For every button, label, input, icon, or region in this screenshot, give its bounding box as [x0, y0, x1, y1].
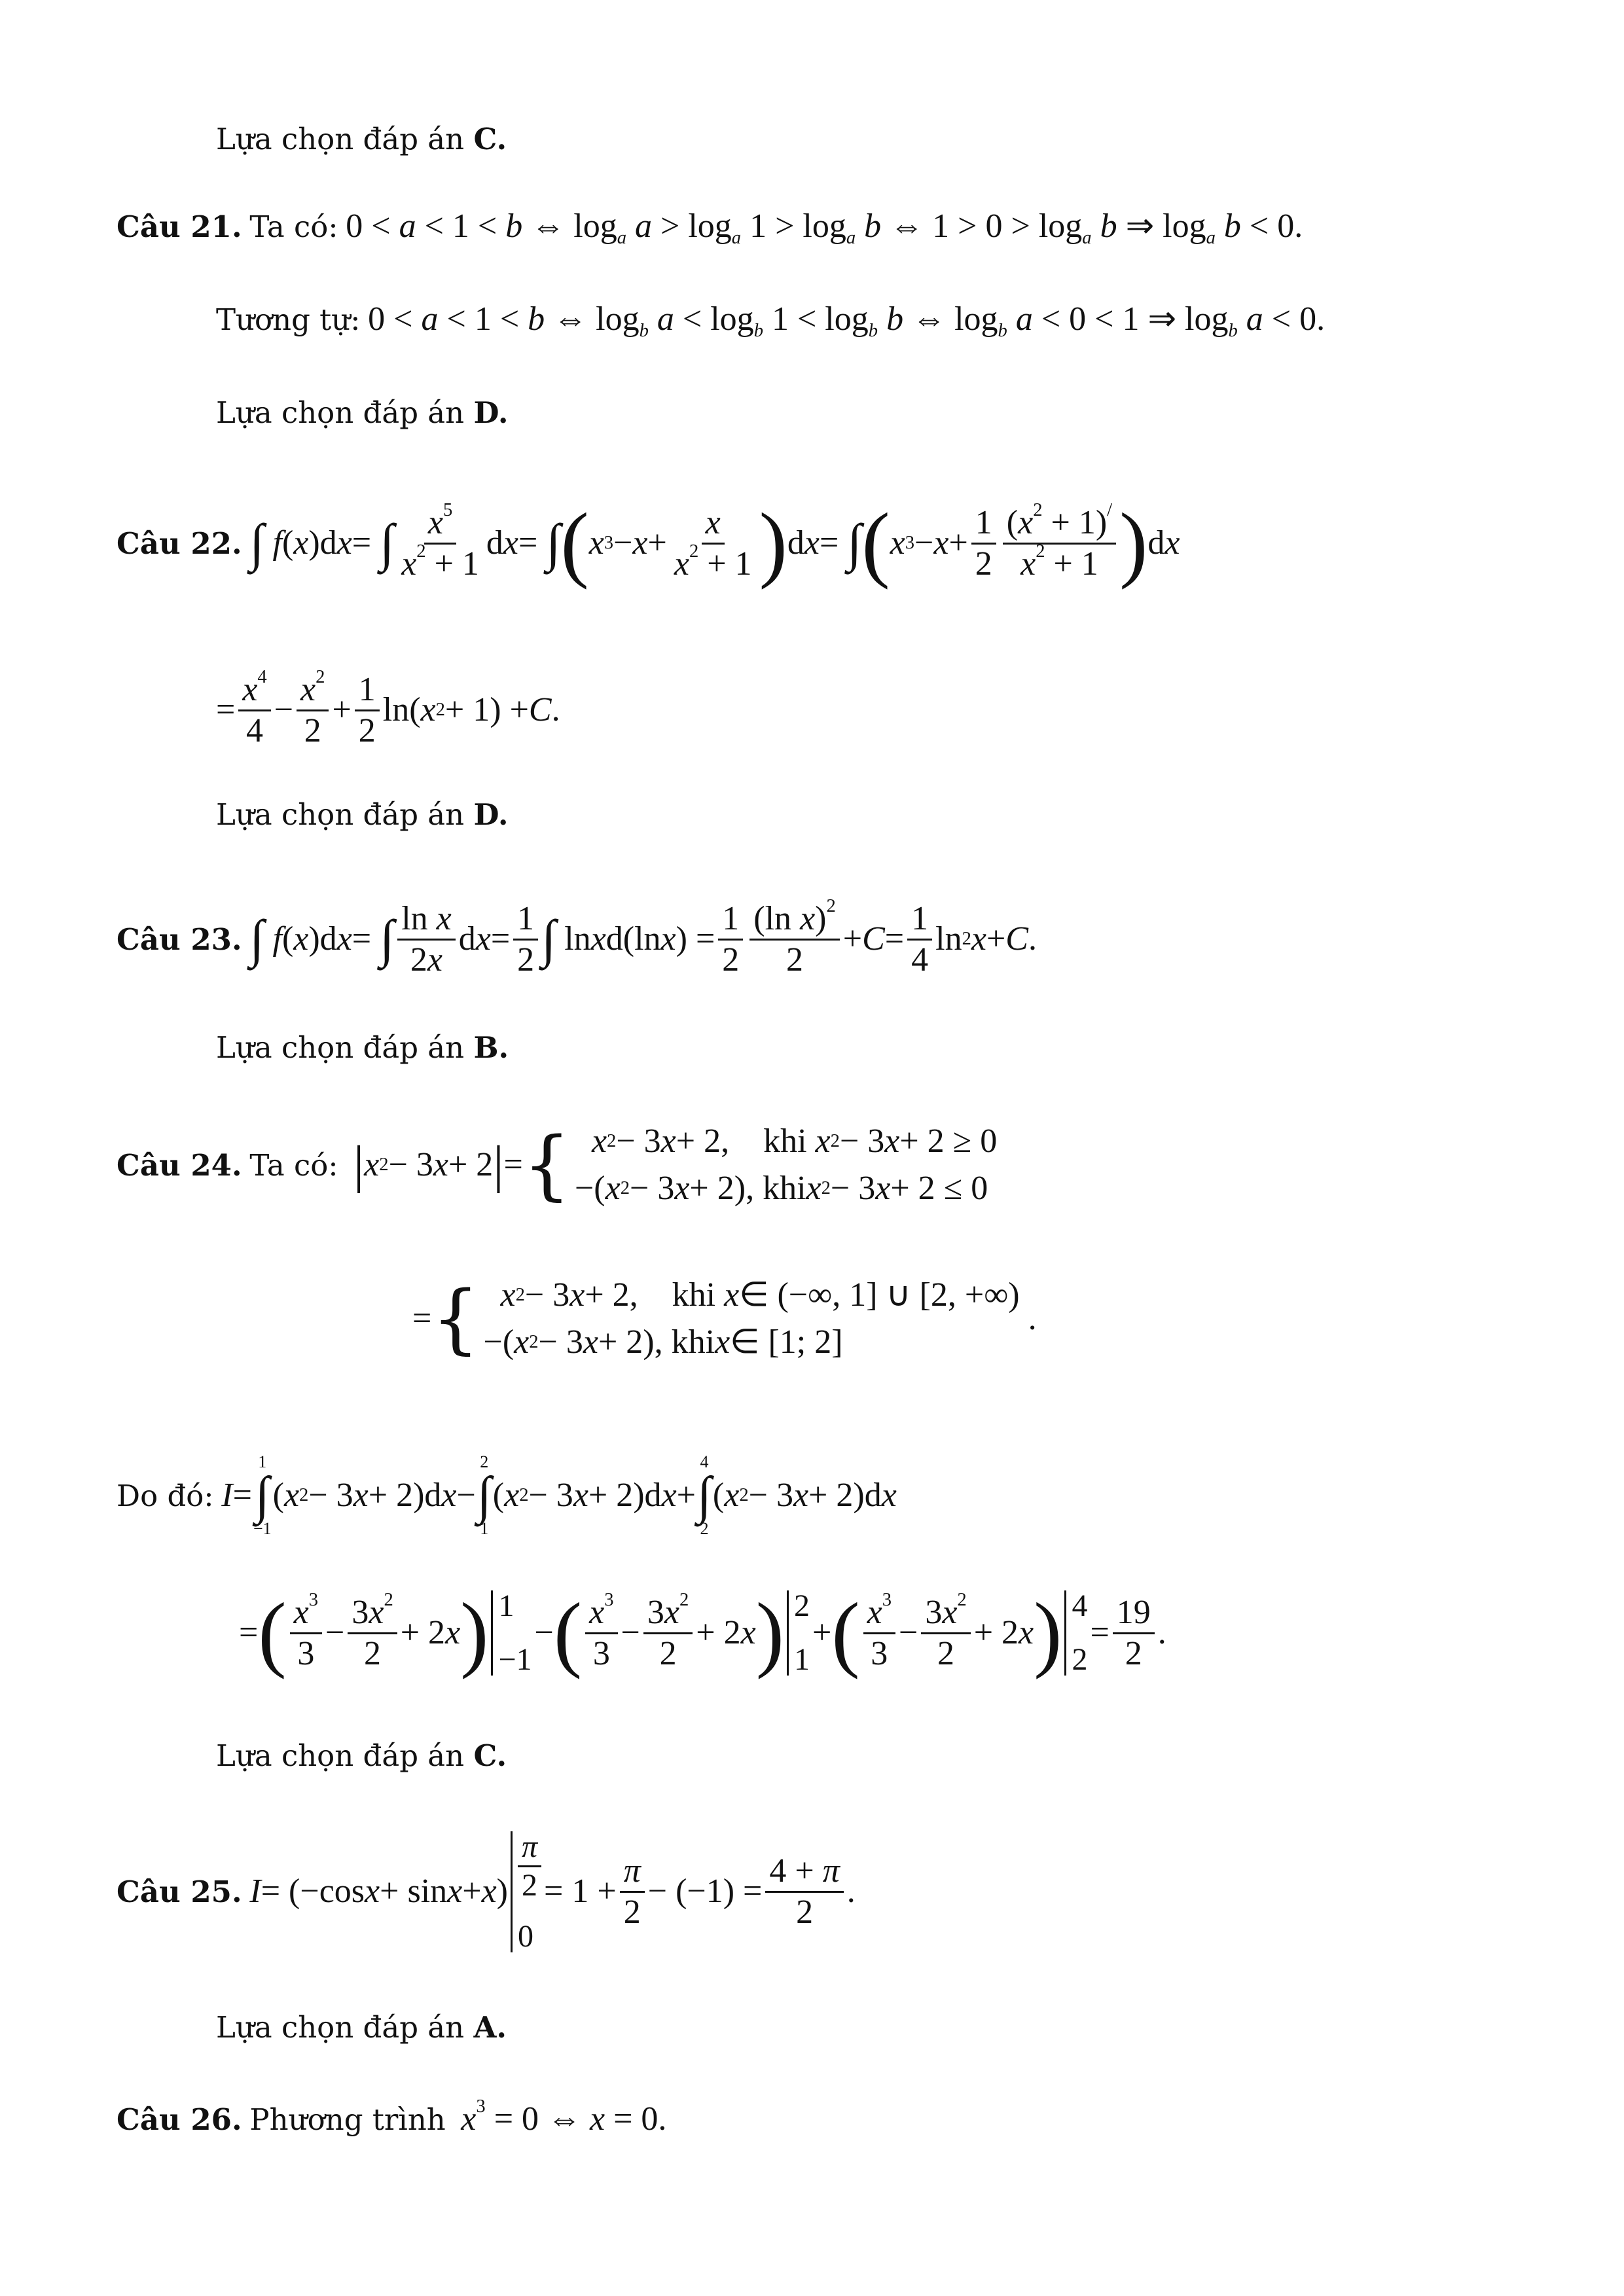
math-expression: I = (−cos x + sin x + x ) $\frac{\pi}{2}$ 0 = 1 + $\frac{\pi}{2}$ − (−1) = $\frac{4 + \pi}{2}$ .	[249, 1829, 856, 1954]
answer-prefix: Lựa chọn đáp án	[216, 122, 465, 156]
answer-letter: A	[473, 2010, 497, 2045]
math-expression: ∫ f ( x )d x = ∫ $\frac{x^5}{x^2 + 1}$ d x = ∫ ( x 3 − x + $\frac{x}{x^2 + 1}$ ) d x = ∫ ( x 3 − x + $\frac{1}{2}$ $\frac{(x^2 + 1)^/}{x^2 + 1}$ ) d x	[249, 496, 1180, 590]
answer-prefix: Lựa chọn đáp án	[216, 2010, 465, 2045]
question-label: Câu 22.	[117, 526, 242, 561]
answer-line-q21: Lựa chọn đáp án D.	[216, 395, 509, 430]
answer-line-q22: Lựa chọn đáp án D.	[216, 797, 509, 832]
math-expression: = $\frac{x^4}{4}$ − $\frac{x^2}{2}$ + $\frac{1}{2}$ ln( x 2 + 1) + C .	[216, 666, 560, 749]
question-22-line-2	[216, 661, 560, 759]
answer-line-q20	[216, 124, 507, 154]
answer-line-q24: Lựa chọn đáp án C.	[216, 1738, 507, 1773]
question-label: Câu 21.	[117, 209, 242, 244]
answer-prefix: Lựa chọn đáp án	[216, 797, 465, 832]
answer-prefix: Lựa chọn đáp án	[216, 1738, 465, 1773]
math-expression: = { x 2 − 3 x + 2, khi x ∈ (−∞, 1] ∪ [2, +∞) −( x 2 − 3 x + 2), khi x ∈ [1; 2] .	[412, 1274, 1037, 1363]
question-intro: Ta có:	[249, 209, 338, 244]
question-22-line-1	[117, 484, 1180, 602]
question-24-line-2	[412, 1266, 1037, 1371]
answer-letter: D	[473, 797, 498, 832]
question-26-line-1	[117, 2096, 667, 2138]
math-expression: 0 < a < 1 < b ⇔ $\log_a a > \log_a 1 > \log_a b$ ⇔ $1 > 0 > \log_a b$ ⇒ $\log_a b < 0$.	[346, 207, 1303, 248]
math-expression: | x 2 − 3 x + 2 | = { x 2 − 3 x + 2, khi x 2 − 3 x + 2 ≥ 0 −( x 2 − 3 x + 2), khi x 2 − 3 x + 2 ≤ 0	[353, 1121, 998, 1209]
question-24-line-1	[117, 1113, 997, 1217]
question-24-line-4	[239, 1577, 1166, 1689]
question-label: Câu 23.	[117, 922, 242, 957]
question-24-line-3	[117, 1440, 897, 1551]
question-21-line-2	[216, 300, 1326, 341]
answer-line-q23: Lựa chọn đáp án B.	[216, 1030, 509, 1065]
math-expression: 0 < a < 1 < b ⇔ $\log_b a < \log_b 1 < \log_b b$ ⇔ $\log_b a < 0 < 1$ ⇒ $\log_b a < 0$.	[368, 300, 1326, 341]
question-23-line-1	[117, 890, 1037, 988]
question-intro: Ta có:	[249, 1147, 338, 1183]
hence-text: Do đó:	[117, 1478, 214, 1513]
question-25-line-1	[117, 1826, 856, 1957]
math-expression: ∫ f ( x )d x = ∫ $\frac{\text{ln x}}{2x}$ d x = $\frac{1}{2}$ ∫ ln x d(ln x ) = $\frac{1}{2}$ $\frac{(\ln x)^2}{2}$ + C = $\frac{1}{4}$ ln 2 x + C .	[249, 895, 1037, 978]
question-label: Câu 26.	[117, 2102, 242, 2137]
question-label: Câu 25.	[117, 1874, 242, 1909]
answer-prefix: Lựa chọn đáp án	[216, 1030, 465, 1065]
math-expression: = ( $\frac{x^3}{3}$ − $\frac{3x^2}{2}$ + 2 x ) 1 −1 − ( $\frac{x^3}{3}$ − $\frac{3x^2}{2}$ + 2 x ) 2 1 + ( $\frac{x^3}{3}$ − $\frac{3x^2}{2}$ + 2 x ) 4 2 = $\frac{19}{2}$ .	[239, 1586, 1166, 1680]
answer-letter: B	[473, 1030, 499, 1065]
math-expression: $x^3 = 0$ ⇔ x = 0.	[461, 2096, 667, 2138]
math-expression: I = 1 ∫ −1 ( x 2 − 3 x + 2)d x − 2 ∫ 1 ( x 2 − 3 x + 2)d x + 4 ∫ 2 ( x 2 − 3 x + 2)d x	[221, 1452, 897, 1538]
answer-letter: C.	[473, 122, 507, 156]
question-label: Câu 24.	[117, 1147, 242, 1183]
answer-letter: D	[473, 395, 498, 430]
answer-letter: C	[473, 1738, 497, 1773]
answer-line-q25: Lựa chọn đáp án A.	[216, 2010, 507, 2045]
question-21-line-1	[117, 207, 1303, 248]
question-intro: Phương trình	[249, 2102, 446, 2137]
similarly-text: Tương tự:	[216, 302, 361, 337]
answer-prefix: Lựa chọn đáp án	[216, 395, 465, 430]
